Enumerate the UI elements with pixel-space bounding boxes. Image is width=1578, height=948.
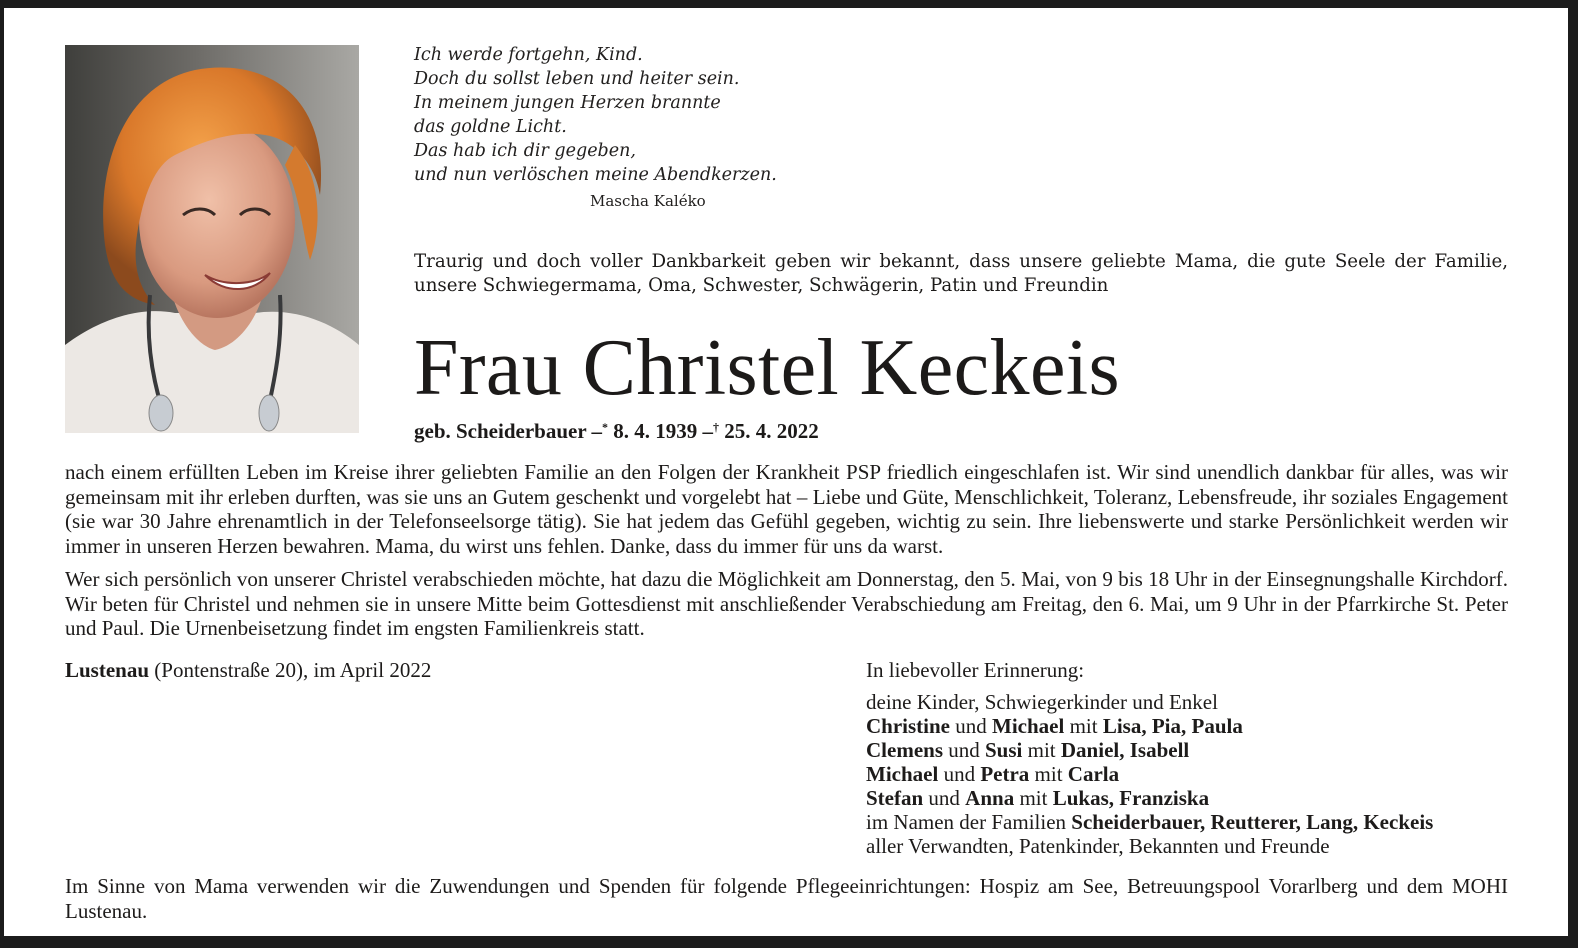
poem-line: Ich werde fortgehn, Kind. (414, 45, 643, 65)
family-with: mit (1064, 714, 1103, 738)
dash: – (702, 419, 714, 443)
family-and: und (923, 786, 966, 810)
family-row (866, 762, 1526, 786)
family-parent: Stefan (866, 786, 924, 810)
paragraph-life: nach einem erfüllten Leben im Kreise ihrer geliebten Familie an den Folgen der Krankheit PSP friedlich eingeschlafen ist. Wir sind unendlich dankbar für alles, was wir gemeinsam mit ihr erleben durften, was sie uns an Gutem geschenkt und vorgelebt hat – Liebe und Güte, Menschlichkeit, Toleranz, Lebensfreude, ihr soziales Engagement (sie war 30 Jahre ehrenamtlich in der Telefonseelsorge tätig). Sie hat jedem das Gefühl gegeben, wichtig zu sein. Ihre liebenswerte und starke Persönlichkeit werden wir immer in unseren Herzen bewahren. Mama, du wirst uns fehlen. Danke, dass du immer für uns da warst. (65, 460, 1508, 558)
poem-line: das goldne Licht. (414, 117, 567, 137)
death-date: 25. 4. 2022 (724, 419, 819, 443)
family-parent: Michael (866, 762, 939, 786)
family-with: mit (1014, 786, 1053, 810)
family-children: Daniel, Isabell (1060, 738, 1190, 762)
announcement-intro (414, 250, 1508, 298)
family-and: und (950, 714, 992, 738)
place-town: Lustenau (65, 658, 150, 682)
maiden-name: geb. Scheiderbauer (414, 419, 587, 443)
portrait-photo (65, 45, 359, 433)
paragraph-farewell: Wer sich persönlich von unserer Christel verabschieden möchte, hat dazu die Möglichkeit am Donnerstag, den 5. Mai, von 9 bis 18 Uhr in der Einsegnungshalle Kirchdorf. Wir beten für Christel und nehmen sie in unsere Mitte beim Gottesdienst mit anschließender Verabschiedung am Freitag, den 6. Mai, um 9 Uhr in der Pfarrkirche St. Peter und Paul. Die Urnenbeisetzung findet im engsten Familienkreis statt. (65, 567, 1508, 640)
mourners-others: aller Verwandten, Patenkinder, Bekannten und Freunde (866, 834, 1330, 858)
mourners-block (866, 658, 1526, 858)
family-and: und (943, 738, 985, 762)
poem-line: Doch du sollst leben und heiter sein. (414, 69, 740, 89)
family-row (866, 786, 1526, 810)
mourners-heading: In liebevoller Erinnerung: (866, 658, 1085, 682)
birth-date: 8. 4. 1939 (613, 419, 698, 443)
family-and: und (938, 762, 981, 786)
family-parent: Anna (965, 786, 1015, 810)
death-symbol: † (713, 420, 720, 434)
family-children: Carla (1067, 762, 1120, 786)
family-parent: Petra (980, 762, 1030, 786)
family-with: mit (1029, 762, 1068, 786)
poem-line: Das hab ich dir gegeben, (414, 141, 636, 161)
deceased-name: Frau Christel Keckeis (414, 324, 1121, 412)
families-prefix: im Namen der Familien (866, 810, 1072, 834)
donation-note: Im Sinne von Mama verwenden wir die Zuwendungen und Spenden für folgende Pflegeeinrichtungen: Hospiz am See, Betreuungspool Vorarlberg und dem MOHI Lustenau. (65, 874, 1508, 923)
mourners-intro: deine Kinder, Schwiegerkinder und Enkel (866, 690, 1218, 714)
intro-line-1: Traurig und doch voller Dankbarkeit geben wir bekannt, dass unsere geliebte Mama, die gute Seele der Familie, (414, 251, 1508, 272)
intro-line-2: unsere Schwiegermama, Oma, Schwester, Schwägerin, Patin und Freundin (414, 275, 1109, 296)
family-children: Lukas, Franziska (1052, 786, 1210, 810)
life-dates (414, 412, 819, 446)
place-date (65, 658, 431, 682)
poem (414, 43, 784, 187)
family-row (866, 738, 1526, 762)
family-with: mit (1022, 738, 1061, 762)
poem-line: und nun verlöschen meine Abendkerzen. (414, 165, 777, 185)
family-row (866, 714, 1526, 738)
families-names (866, 810, 1526, 834)
family-parent: Susi (985, 738, 1023, 762)
family-children: Lisa, Pia, Paula (1102, 714, 1243, 738)
place-rest: (Pontenstraße 20), im April 2022 (149, 658, 432, 682)
portrait-illustration (65, 45, 359, 433)
poem-author: Mascha Kaléko (590, 192, 706, 210)
birth-symbol: * (602, 420, 609, 434)
families-list: Scheiderbauer, Reutterer, Lang, Keckeis (1071, 810, 1434, 834)
family-parent: Christine (866, 714, 950, 738)
family-parent: Clemens (866, 738, 943, 762)
poem-line: In meinem jungen Herzen brannte (414, 93, 721, 113)
family-parent: Michael (992, 714, 1065, 738)
dash: – (591, 419, 603, 443)
